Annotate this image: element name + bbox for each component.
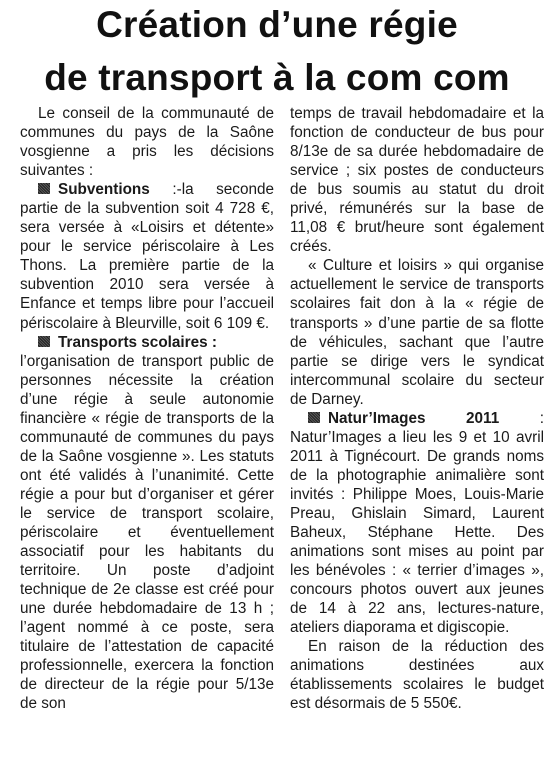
bullet-square-icon [38,336,50,347]
subventions-text: :-la seconde partie de la subvention soit 4 728 €, sera versée à «Loisirs et détente» pour le service périscolaire à Les Thons. La première partie de la subvention 2010 sera versée à Enfance et temps libre pour l’accueil périscolaire à Bleurville, soit 6 109 €. [20,181,274,332]
intro-paragraph: Le conseil de la communauté de communes du pays de la Saône vosgienne a pris les décisions suivantes : [20,105,274,180]
transports-heading-line [20,333,274,352]
bullet-square-icon [38,183,50,194]
culture-paragraph: « Culture et loisirs » qui organise actuellement le service de transports scolaires fait don à la « régie de transports » d’une partie de sa flotte de véhicules, sachant que l’autre partie se dirige vers le syndicat intercommunal scolaire du secteur de Darney. [290,257,544,408]
headline-line-2: de transport à la com com [44,57,510,98]
subventions-heading: Subventions [58,181,150,199]
naturimages-text: : Natur’Images a lieu les 9 et 10 avril 2011 à Tignécourt. De grands noms de la photographie animalière sont invités : Philippe Moes, Louis-Marie Preau, Ghislain Simard, Laurent Baheux, Stéphane Hette. Des animations sont mises au point par les bénévoles : « terrier d’images », concours photos ouvert aux jeunes de 14 à 22 ans, lectures-nature, ateliers diaporama et digiscopie. [290,409,545,637]
left-column [20,104,274,714]
right-column [290,104,544,714]
continuation-paragraph: temps de travail hebdomadaire et la fonction de conducteur de bus pour 8/13e de sa durée hebdomadaire de service ; six postes de conducteurs de bus soumis au statut du droit privé, rémunérés sur la base de 11,08 € brut/heure sont également créés. [290,105,544,256]
transports-heading: Transports scolaires : [58,333,217,351]
subventions-paragraph [20,180,274,332]
reduction-paragraph: En raison de la réduction des animations destinées aux établissements scolaires le budget est désormais de 5 550€. [290,638,544,713]
naturimages-heading: Natur’Images 2011 [328,409,500,427]
bullet-square-icon [308,412,320,423]
transports-paragraph: l’organisation de transport public de personnes nécessite la création d’une régie à seule autonomie financière « régie de transports de la communauté de communes du pays de la Saône vosgienne ». Les statuts ont été validés à l’unanimité. Cette régie a pour but d’organiser et gérer le service de transport scolaire, périscolaire et éventuellement associatif pour les habitants du territoire. Un poste d’adjoint technique de 2e classe est créé pour une durée hebdomadaire de 13 h ; l’agent nommé à ce poste, sera titulaire de l’attestation de capacité professionnelle, exercera la fonction de directeur de la régie pour 5/13e de son [20,352,274,713]
headline-line-1: Création d’une régie [96,4,458,45]
naturimages-paragraph [290,409,544,638]
